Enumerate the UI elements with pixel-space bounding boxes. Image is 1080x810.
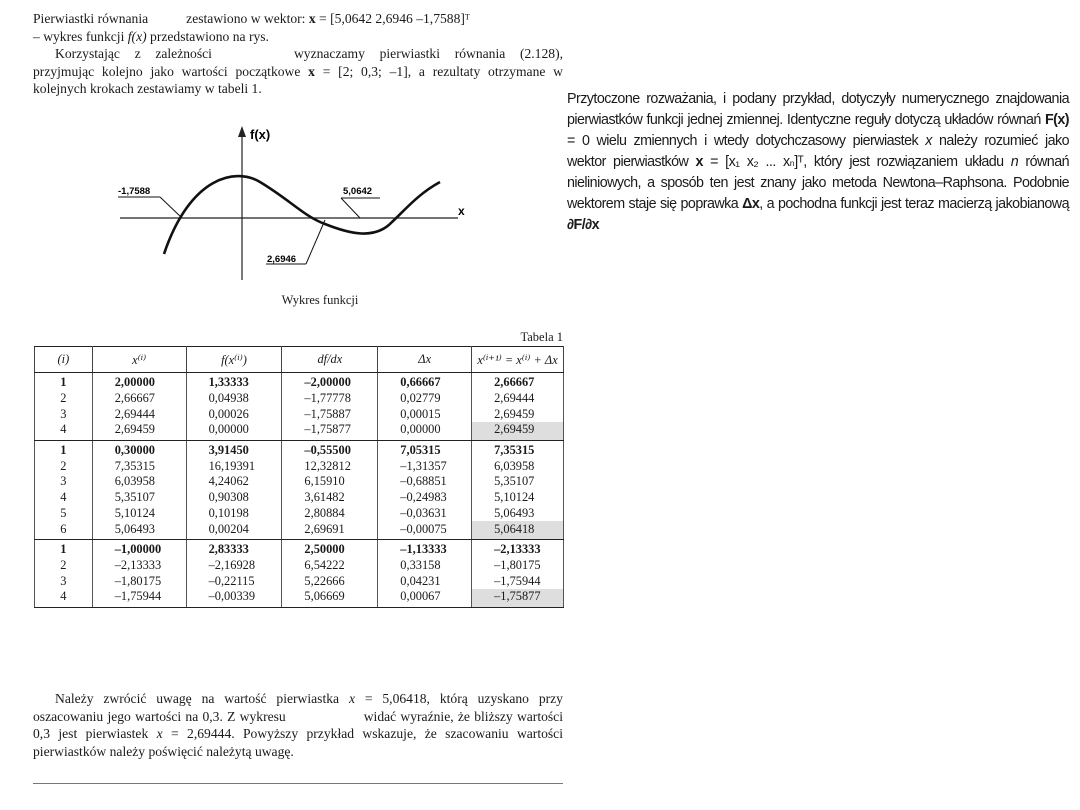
value-cell: –0,68851 <box>378 474 472 490</box>
value-cell: 6,54222 <box>282 558 378 574</box>
row-index-cell: 3 <box>35 406 93 422</box>
value-cell: 0,00204 <box>186 521 282 539</box>
header-index: (i) <box>35 347 93 373</box>
value-cell: 0,00026 <box>186 406 282 422</box>
value-cell: –0,00339 <box>186 589 282 607</box>
row-index-cell: 2 <box>35 391 93 407</box>
value-cell: 2,80884 <box>282 506 378 522</box>
header-dfdx: df/dx <box>282 347 378 373</box>
value-cell: –1,75877 <box>472 589 564 607</box>
root-right-label: 5,0642 <box>343 186 373 197</box>
value-cell: –0,03631 <box>378 506 472 522</box>
value-cell: 0,10198 <box>186 506 282 522</box>
value-cell: –2,00000 <box>282 373 378 391</box>
intro-paragraph-2: Korzystając z zależności wyznaczamy pierwiastki równania (2.128), przyjmując kolejno jako wartości początkowe x = [2; 0,3; –1], a rezultaty otrzymane w kolejnych krokach zestawiamy w tabeli 1. <box>33 46 563 96</box>
row-index-cell: 3 <box>35 474 93 490</box>
header-x-next: x⁽ⁱ⁺¹⁾ = x⁽ⁱ⁾ + Δx <box>472 347 564 373</box>
table-row <box>35 490 564 506</box>
row-index-cell: 2 <box>35 558 93 574</box>
table-row <box>35 589 564 607</box>
iteration-table <box>34 346 564 608</box>
value-cell: –0,00075 <box>378 521 472 539</box>
row-index-cell: 6 <box>35 521 93 539</box>
value-cell: –1,31357 <box>378 458 472 474</box>
value-cell: 0,00015 <box>378 406 472 422</box>
value-cell: –0,24983 <box>378 490 472 506</box>
value-cell: 0,00000 <box>186 422 282 440</box>
value-cell: –2,13333 <box>472 539 564 557</box>
right-column-text <box>567 89 1069 236</box>
value-cell: –1,13333 <box>378 539 472 557</box>
right-paragraph: Przytoczone rozważania, i podany przykład, dotyczyły numerycznego znajdowania pierwiastków funkcji jednej zmiennej. Identyczne reguły dotyczą układów równań F(x) = 0 wielu zmiennych i wtedy dotychczasowy pierwiastek x należy rozumieć jako wektor pierwiastków x = [x₁ x₂ ... xₙ]ᵀ, który jest rozwiązaniem układu n równań nieliniowych, a sposób ten jest znany jako metoda Newtona–Raphsona. Podobnie wektorem staje się poprawka Δx, a pochodna funkcji jest teraz macierzą jakobianową ∂F/∂x <box>567 91 1069 233</box>
value-cell: 5,22666 <box>282 573 378 589</box>
root-left-label: -1,7588 <box>118 186 151 197</box>
row-index-cell: 5 <box>35 506 93 522</box>
value-cell: 2,69444 <box>92 406 186 422</box>
table-row <box>35 406 564 422</box>
value-cell: 7,35315 <box>472 440 564 458</box>
value-cell: 3,91450 <box>186 440 282 458</box>
value-cell: 5,10124 <box>472 490 564 506</box>
root-mid-label: 2,6946 <box>267 254 297 265</box>
value-cell: 0,00067 <box>378 589 472 607</box>
value-cell: 0,33158 <box>378 558 472 574</box>
table-row <box>35 521 564 539</box>
value-cell: 5,06669 <box>282 589 378 607</box>
row-index-cell: 1 <box>35 373 93 391</box>
value-cell: –1,00000 <box>92 539 186 557</box>
value-cell: 16,19391 <box>186 458 282 474</box>
value-cell: 2,69459 <box>92 422 186 440</box>
value-cell: 0,00000 <box>378 422 472 440</box>
figure-caption: Wykres funkcji <box>281 293 359 307</box>
value-cell: 5,06493 <box>92 521 186 539</box>
root-mid-leader <box>306 220 325 264</box>
value-cell: –1,80175 <box>472 558 564 574</box>
value-cell: 0,66667 <box>378 373 472 391</box>
value-cell: 2,69444 <box>472 391 564 407</box>
table-row <box>35 440 564 458</box>
value-cell: –0,22115 <box>186 573 282 589</box>
value-cell: –1,77778 <box>282 391 378 407</box>
function-graph <box>100 122 500 287</box>
row-index-cell: 4 <box>35 422 93 440</box>
bottom-paragraph: Należy zwrócić uwagę na wartość pierwiastka x = 5,06418, którą uzyskano przy oszacowaniu jego wartości na 0,3. Z wykresu widać wyraźnie, że bliższy wartości 0,3 jest pierwiastek x = 2,69444. Powyższy przykład wskazuje, że szacowaniu wartości pierwiastków należy poświęcić należytą uwagę. <box>33 691 563 759</box>
value-cell: 2,69459 <box>472 406 564 422</box>
value-cell: 1,33333 <box>186 373 282 391</box>
value-cell: 0,04231 <box>378 573 472 589</box>
y-axis-label: f(x) <box>250 127 271 142</box>
table-row <box>35 573 564 589</box>
value-cell: 12,32812 <box>282 458 378 474</box>
value-cell: 5,35107 <box>472 474 564 490</box>
value-cell: 2,66667 <box>92 391 186 407</box>
y-axis-arrow-icon <box>238 126 246 137</box>
table-body <box>35 373 564 608</box>
table-row <box>35 391 564 407</box>
root-left-leader <box>160 197 182 218</box>
value-cell: 4,24062 <box>186 474 282 490</box>
value-cell: 0,30000 <box>92 440 186 458</box>
row-index-cell: 4 <box>35 589 93 607</box>
bottom-rule <box>33 783 563 784</box>
value-cell: 0,90308 <box>186 490 282 506</box>
row-index-cell: 1 <box>35 539 93 557</box>
value-cell: –1,75877 <box>282 422 378 440</box>
bottom-text <box>33 690 563 760</box>
intro-line-1: Pierwiastki równania zestawiono w wektor: x = [5,0642 2,6946 –1,7588]ᵀ <box>33 11 470 26</box>
value-cell: 2,50000 <box>282 539 378 557</box>
value-cell: –1,75944 <box>472 573 564 589</box>
header-fx: f(x⁽ⁱ⁾) <box>186 347 282 373</box>
table-row <box>35 373 564 391</box>
value-cell: 5,06418 <box>472 521 564 539</box>
row-index-cell: 4 <box>35 490 93 506</box>
value-cell: 2,66667 <box>472 373 564 391</box>
value-cell: 3,61482 <box>282 490 378 506</box>
value-cell: 0,04938 <box>186 391 282 407</box>
table-row <box>35 506 564 522</box>
value-cell: 0,02779 <box>378 391 472 407</box>
table-row <box>35 539 564 557</box>
value-cell: 2,69459 <box>472 422 564 440</box>
value-cell: 5,06493 <box>472 506 564 522</box>
table-row <box>35 422 564 440</box>
x-axis-label: x <box>458 204 465 218</box>
header-dx: Δx <box>378 347 472 373</box>
value-cell: 6,03958 <box>472 458 564 474</box>
value-cell: –1,80175 <box>92 573 186 589</box>
value-cell: –1,75944 <box>92 589 186 607</box>
header-x: x⁽ⁱ⁾ <box>92 347 186 373</box>
row-index-cell: 1 <box>35 440 93 458</box>
row-index-cell: 2 <box>35 458 93 474</box>
row-index-cell: 3 <box>35 573 93 589</box>
value-cell: 2,69691 <box>282 521 378 539</box>
function-curve <box>164 176 440 254</box>
table-caption: Tabela 1 <box>520 330 563 344</box>
value-cell: 6,15910 <box>282 474 378 490</box>
value-cell: 2,83333 <box>186 539 282 557</box>
value-cell: 6,03958 <box>92 474 186 490</box>
table-row <box>35 474 564 490</box>
value-cell: –0,55500 <box>282 440 378 458</box>
root-right-leader <box>341 198 360 218</box>
value-cell: 5,10124 <box>92 506 186 522</box>
value-cell: –2,13333 <box>92 558 186 574</box>
value-cell: 2,00000 <box>92 373 186 391</box>
value-cell: 5,35107 <box>92 490 186 506</box>
intro-text <box>33 10 563 98</box>
intro-line-2: – wykres funkcji f(x) przedstawiono na rys. <box>33 28 269 44</box>
value-cell: 7,35315 <box>92 458 186 474</box>
table-header-row <box>35 347 564 373</box>
table-row <box>35 458 564 474</box>
table-row <box>35 558 564 574</box>
value-cell: –1,75887 <box>282 406 378 422</box>
value-cell: 7,05315 <box>378 440 472 458</box>
value-cell: –2,16928 <box>186 558 282 574</box>
